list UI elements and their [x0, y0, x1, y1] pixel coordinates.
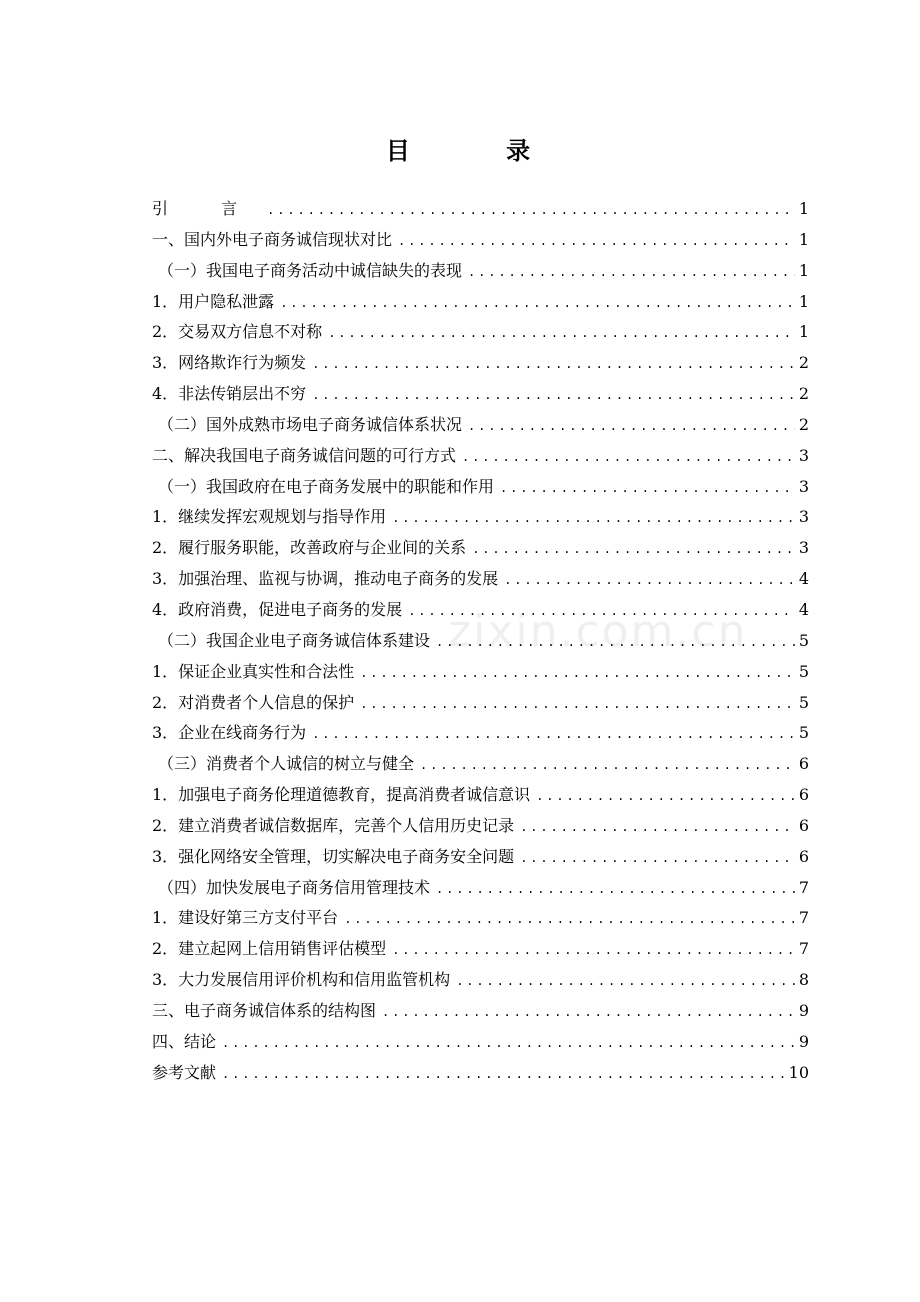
toc-leader-dots — [420, 750, 795, 781]
toc-entry-text: 二、解决我国电子商务诚信问题的可行方式 — [152, 445, 457, 465]
toc-entry[interactable] — [152, 842, 809, 873]
toc-entry[interactable] — [152, 317, 809, 348]
toc-entry-page: 3 — [798, 538, 809, 558]
toc-leader-dots — [408, 596, 795, 627]
toc-entry-text: 引 言 — [152, 199, 262, 218]
toc-entry[interactable] — [152, 749, 809, 780]
toc-entry[interactable] — [152, 595, 809, 626]
toc-leader-dots — [360, 689, 795, 720]
toc-leader-dots — [392, 935, 795, 966]
toc-entry[interactable] — [152, 1058, 809, 1089]
toc-entry-text: 4．非法传销层出不穷 — [152, 384, 307, 404]
toc-entry[interactable] — [152, 903, 809, 934]
toc-entry-text: 三、电子商务诚信体系的结构图 — [152, 1000, 377, 1020]
toc-entry[interactable] — [152, 348, 809, 379]
toc-entry-page: 7 — [798, 939, 809, 959]
toc-leader-dots — [520, 843, 795, 874]
toc-entry-page: 9 — [798, 1031, 809, 1051]
toc-leader-dots — [456, 966, 795, 997]
toc-entry-text: （二）我国企业电子商务诚信体系建设 — [158, 630, 431, 650]
toc-entry-page: 6 — [798, 815, 809, 835]
toc-leader-dots — [382, 997, 795, 1028]
toc-entry-page: 10 — [788, 1062, 809, 1082]
toc-entry-text: 2．对消费者个人信息的保护 — [152, 692, 355, 712]
toc-entry-text: 四、结论 — [152, 1031, 217, 1051]
toc-entry[interactable] — [152, 688, 809, 719]
toc-entry-page: 6 — [798, 785, 809, 805]
toc-entry-page: 4 — [798, 599, 809, 619]
toc-leader-dots — [280, 288, 795, 319]
toc-entry-text: 1．继续发挥宏观规划与指导作用 — [152, 507, 387, 527]
toc-leader-dots — [504, 565, 795, 596]
toc-entry-page: 3 — [798, 507, 809, 527]
toc-entry-page: 4 — [798, 569, 809, 589]
toc-entry[interactable] — [152, 811, 809, 842]
toc-entry-page: 5 — [798, 723, 809, 743]
toc-entry[interactable] — [152, 965, 809, 996]
toc-entry[interactable] — [152, 780, 809, 811]
toc-list — [152, 194, 809, 1088]
toc-entry-page: 6 — [798, 754, 809, 774]
toc-leader-dots — [520, 812, 795, 843]
toc-leader-dots — [462, 442, 795, 473]
toc-entry-page: 2 — [798, 384, 809, 404]
toc-entry[interactable] — [152, 256, 809, 287]
toc-leader-dots — [536, 781, 795, 812]
toc-entry[interactable] — [152, 718, 809, 749]
toc-entry[interactable] — [152, 564, 809, 595]
toc-entry-page: 5 — [798, 692, 809, 712]
toc-entry-text: （一）我国政府在电子商务发展中的职能和作用 — [158, 476, 495, 496]
toc-entry[interactable] — [152, 410, 809, 441]
toc-entry-text: 3．企业在线商务行为 — [152, 723, 307, 743]
toc-entry-page: 5 — [798, 630, 809, 650]
toc-entry[interactable] — [152, 194, 809, 225]
toc-leader-dots — [436, 874, 795, 905]
toc-leader-dots — [222, 1028, 795, 1059]
toc-entry-page: 2 — [798, 353, 809, 373]
toc-entry-page: 2 — [798, 414, 809, 434]
toc-entry-page: 3 — [798, 476, 809, 496]
toc-leader-dots — [468, 411, 795, 442]
toc-leader-dots — [398, 226, 795, 257]
toc-entry-text: （三）消费者个人诚信的树立与健全 — [158, 754, 415, 774]
toc-entry-page: 3 — [798, 445, 809, 465]
toc-entry-text: （四）加快发展电子商务信用管理技术 — [158, 877, 431, 897]
toc-entry[interactable] — [152, 472, 809, 503]
toc-entry-page: 1 — [798, 322, 809, 342]
toc-leader-dots — [267, 195, 795, 226]
toc-leader-dots — [436, 627, 795, 658]
toc-leader-dots — [222, 1059, 785, 1090]
toc-entry-text: （二）国外成熟市场电子商务诚信体系状况 — [158, 414, 463, 434]
toc-leader-dots — [344, 904, 795, 935]
toc-entry[interactable] — [152, 441, 809, 472]
toc-entry-page: 5 — [798, 661, 809, 681]
toc-entry-page: 8 — [798, 970, 809, 990]
toc-entry-page: 1 — [798, 291, 809, 311]
toc-entry-text: 一、国内外电子商务诚信现状对比 — [152, 229, 393, 249]
toc-entry-page: 1 — [798, 229, 809, 249]
toc-leader-dots — [312, 380, 795, 411]
toc-entry-text: 3．网络欺诈行为频发 — [152, 353, 307, 373]
toc-entry-text: 2．建立起网上信用销售评估模型 — [152, 939, 387, 959]
toc-entry-text: 3．强化网络安全管理，切实解决电子商务安全问题 — [152, 846, 515, 866]
toc-entry[interactable] — [152, 657, 809, 688]
toc-entry-text: 1．用户隐私泄露 — [152, 291, 275, 311]
toc-title: 目 录 — [385, 137, 575, 165]
toc-entry-page: 1 — [798, 260, 809, 280]
toc-entry-text: 1．保证企业真实性和合法性 — [152, 661, 355, 681]
toc-entry-text: 2．履行服务职能，改善政府与企业间的关系 — [152, 538, 467, 558]
toc-entry[interactable] — [152, 934, 809, 965]
toc-leader-dots — [468, 257, 795, 288]
toc-leader-dots — [312, 349, 795, 380]
toc-entry-page: 9 — [798, 1000, 809, 1020]
toc-entry-text: 2．建立消费者诚信数据库，完善个人信用历史记录 — [152, 815, 515, 835]
toc-entry-page: 6 — [798, 846, 809, 866]
toc-entry[interactable] — [152, 996, 809, 1027]
toc-entry[interactable] — [152, 1027, 809, 1058]
toc-entry-text: 3．大力发展信用评价机构和信用监管机构 — [152, 970, 451, 990]
watermark-text: zixin.com.cn — [448, 606, 748, 657]
toc-entry-page: 1 — [798, 199, 809, 218]
toc-entry[interactable] — [152, 502, 809, 533]
toc-entry-page: 7 — [798, 908, 809, 928]
toc-entry[interactable] — [152, 626, 809, 657]
toc-entry[interactable] — [152, 873, 809, 904]
toc-entry-text: 1．加强电子商务伦理道德教育，提高消费者诚信意识 — [152, 785, 531, 805]
toc-leader-dots — [312, 719, 795, 750]
toc-entry-text: 2．交易双方信息不对称 — [152, 322, 323, 342]
toc-leader-dots — [360, 658, 795, 689]
toc-leader-dots — [328, 318, 795, 349]
toc-entry-text: （一）我国电子商务活动中诚信缺失的表现 — [158, 260, 463, 280]
toc-entry-text: 参考文献 — [152, 1062, 217, 1082]
toc-entry-text: 3．加强治理、监视与协调，推动电子商务的发展 — [152, 569, 499, 589]
toc-entry[interactable] — [152, 379, 809, 410]
toc-entry-text: 1．建设好第三方支付平台 — [152, 908, 339, 928]
toc-leader-dots — [392, 503, 795, 534]
toc-entry-text: 4．政府消费，促进电子商务的发展 — [152, 599, 403, 619]
toc-entry[interactable] — [152, 533, 809, 564]
toc-leader-dots — [472, 534, 795, 565]
toc-entry[interactable] — [152, 225, 809, 256]
toc-leader-dots — [500, 473, 795, 504]
toc-entry[interactable] — [152, 287, 809, 318]
toc-entry-page: 7 — [798, 877, 809, 897]
